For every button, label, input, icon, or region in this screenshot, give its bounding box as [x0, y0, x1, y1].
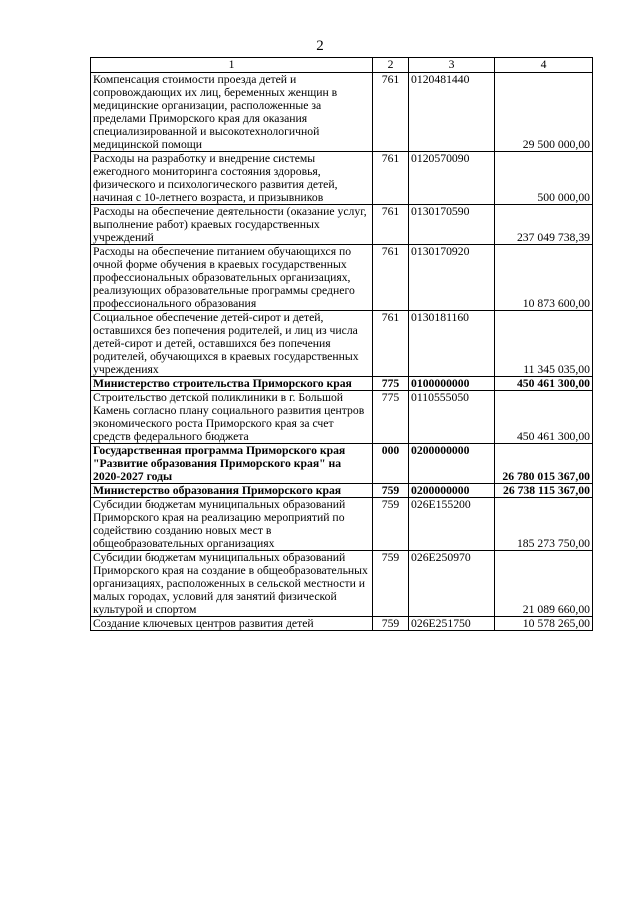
row-code-cell: 000 — [373, 444, 409, 484]
row-amount-cell: 29 500 000,00 — [495, 73, 593, 152]
table-header-row — [91, 58, 593, 73]
row-name-cell: Государственная программа Приморского края "Развитие образования Приморского края" на 2020-2027 годы — [91, 444, 373, 484]
row-amount-cell: 26 738 115 367,00 — [495, 484, 593, 498]
row-csr-cell: 0130170920 — [409, 245, 495, 311]
header-col-3: 3 — [409, 58, 495, 73]
budget-table-body — [91, 58, 593, 631]
row-name-cell: Расходы на обеспечение деятельности (оказание услуг, выполнение работ) краевых государственных учреждений — [91, 205, 373, 245]
row-code-cell: 761 — [373, 73, 409, 152]
header-col-2: 2 — [373, 58, 409, 73]
row-csr-cell: 0100000000 — [409, 377, 495, 391]
row-amount-cell: 237 049 738,39 — [495, 205, 593, 245]
row-amount-cell: 450 461 300,00 — [495, 391, 593, 444]
row-csr-cell: 0120481440 — [409, 73, 495, 152]
table-row — [91, 152, 593, 205]
row-amount-cell: 10 873 600,00 — [495, 245, 593, 311]
row-name-cell: Социальное обеспечение детей-сирот и детей, оставшихся без попечения родителей, и лиц из числа детей-сирот и детей, оставшихся без попечения родителей, обучающихся в краевых государственных учреждениях — [91, 311, 373, 377]
row-name-cell: Субсидии бюджетам муниципальных образований Приморского края на создание в общеобразовательных организациях, расположенных в сельской местности и малых городах, условий для занятий физической культурой и спортом — [91, 551, 373, 617]
row-csr-cell: 0130170590 — [409, 205, 495, 245]
row-csr-cell: 026E251750 — [409, 617, 495, 631]
table-row — [91, 617, 593, 631]
row-csr-cell: 0200000000 — [409, 484, 495, 498]
row-amount-cell: 10 578 265,00 — [495, 617, 593, 631]
header-col-4: 4 — [495, 58, 593, 73]
row-name-cell: Расходы на обеспечение питанием обучающихся по очной форме обучения в краевых государственных профессиональных образовательных организациях, реализующих образовательные программы среднего профессионального образования — [91, 245, 373, 311]
row-code-cell: 761 — [373, 245, 409, 311]
row-csr-cell: 026E250970 — [409, 551, 495, 617]
row-amount-cell: 11 345 035,00 — [495, 311, 593, 377]
table-row — [91, 73, 593, 152]
row-code-cell: 761 — [373, 205, 409, 245]
row-name-cell: Министерство образования Приморского края — [91, 484, 373, 498]
row-amount-cell: 185 273 750,00 — [495, 498, 593, 551]
row-name-cell: Компенсация стоимости проезда детей и сопровождающих их лиц, беременных женщин в медицинские организации, расположенные за пределами Приморского края для оказания специализированной и высокотехнологичной медицинской помощи — [91, 73, 373, 152]
row-amount-cell: 21 089 660,00 — [495, 551, 593, 617]
table-row — [91, 245, 593, 311]
row-code-cell: 775 — [373, 377, 409, 391]
row-name-cell: Министерство строительства Приморского края — [91, 377, 373, 391]
row-name-cell: Строительство детской поликлиники в г. Большой Камень согласно плану социального развития центров экономического роста Приморского края за счет средств федерального бюджета — [91, 391, 373, 444]
table-row — [91, 484, 593, 498]
table-row — [91, 377, 593, 391]
row-amount-cell: 26 780 015 367,00 — [495, 444, 593, 484]
budget-table — [90, 57, 593, 631]
row-csr-cell: 0110555050 — [409, 391, 495, 444]
row-name-cell: Расходы на разработку и внедрение системы ежегодного мониторинга состояния здоровья, физического и психологического развития детей, начиная с 10-летнего возраста, и призывников — [91, 152, 373, 205]
table-row — [91, 391, 593, 444]
row-amount-cell: 500 000,00 — [495, 152, 593, 205]
row-code-cell: 761 — [373, 152, 409, 205]
header-col-1: 1 — [91, 58, 373, 73]
row-code-cell: 761 — [373, 311, 409, 377]
row-csr-cell: 0120570090 — [409, 152, 495, 205]
table-row — [91, 311, 593, 377]
table-row — [91, 205, 593, 245]
row-code-cell: 759 — [373, 498, 409, 551]
row-code-cell: 759 — [373, 617, 409, 631]
row-name-cell: Субсидии бюджетам муниципальных образований Приморского края на реализацию мероприятий по содействию созданию новых мест в общеобразовательных организациях — [91, 498, 373, 551]
row-amount-cell: 450 461 300,00 — [495, 377, 593, 391]
row-csr-cell: 0200000000 — [409, 444, 495, 484]
row-code-cell: 775 — [373, 391, 409, 444]
page-number: 2 — [316, 38, 324, 54]
row-code-cell: 759 — [373, 551, 409, 617]
row-name-cell: Создание ключевых центров развития детей — [91, 617, 373, 631]
row-code-cell: 759 — [373, 484, 409, 498]
table-row — [91, 498, 593, 551]
row-csr-cell: 026E155200 — [409, 498, 495, 551]
table-row — [91, 551, 593, 617]
table-row — [91, 444, 593, 484]
row-csr-cell: 0130181160 — [409, 311, 495, 377]
